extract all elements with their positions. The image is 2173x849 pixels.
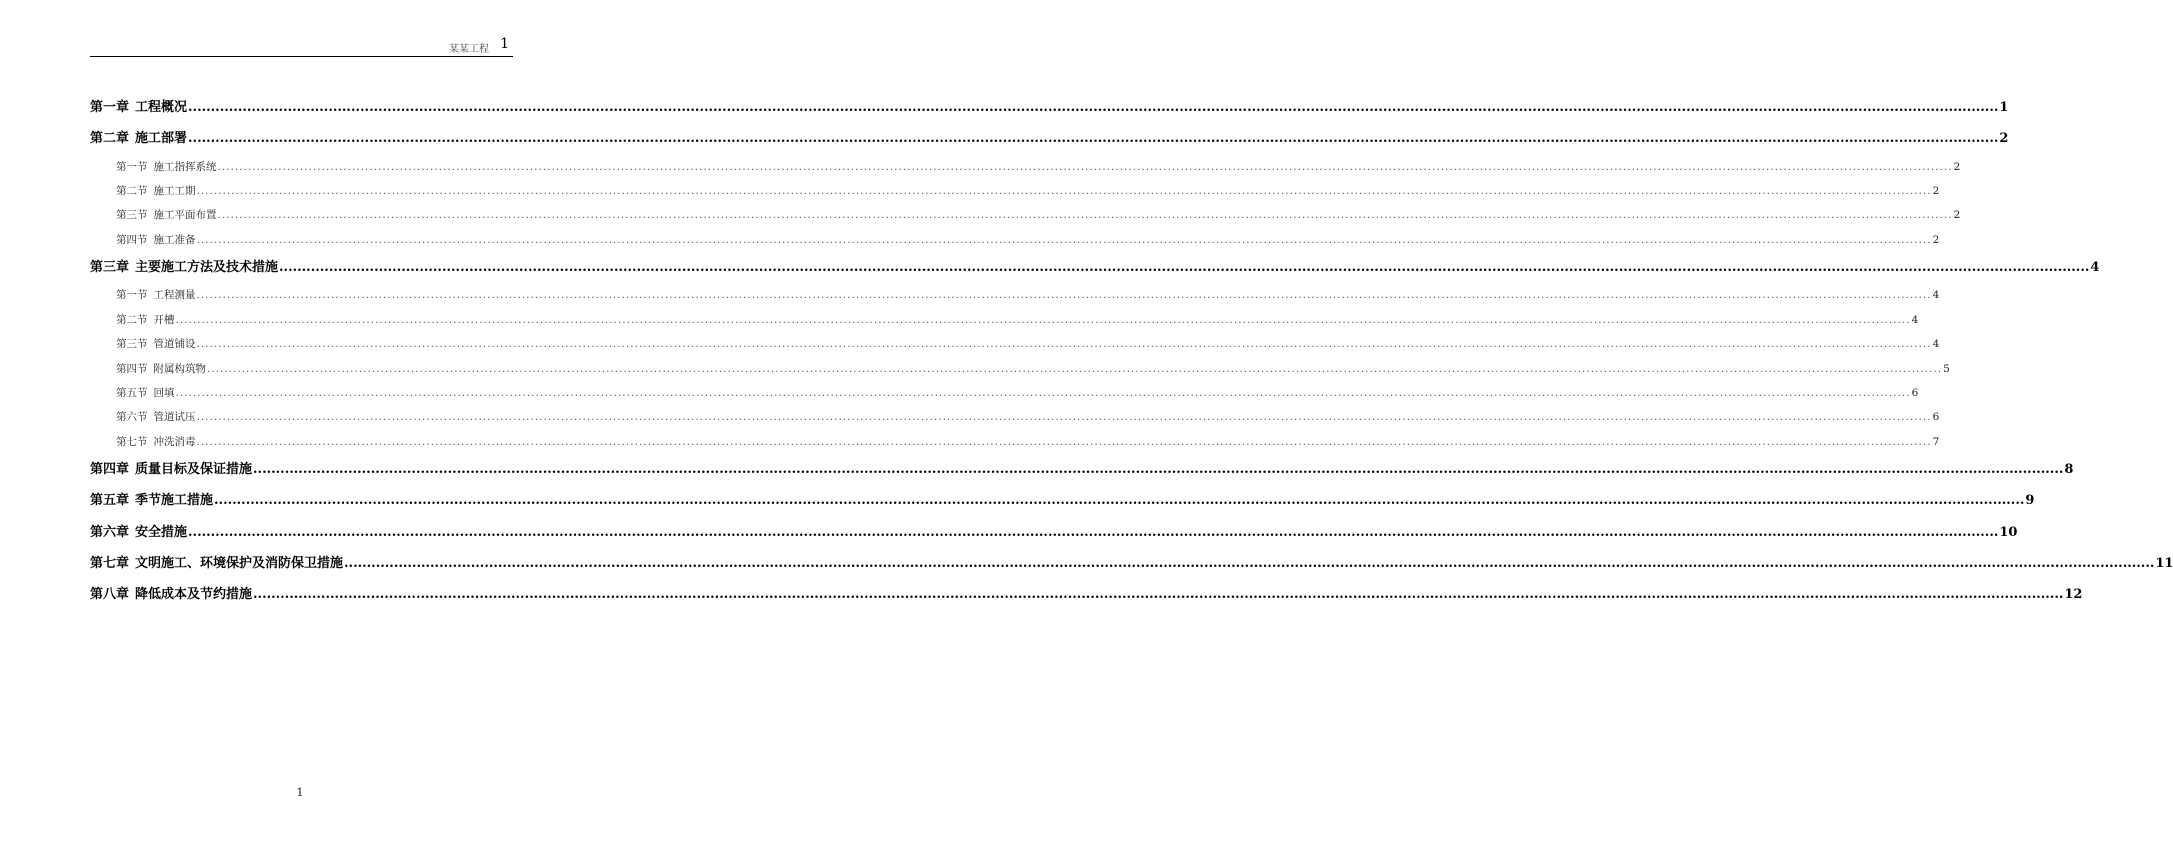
toc-page-number: 11 [2155, 556, 2173, 572]
toc-section-entry[interactable] [90, 179, 1940, 203]
toc-entry-label [90, 454, 252, 485]
footer-page-number: 1 [296, 786, 304, 799]
toc-page-number: 8 [2064, 462, 2074, 478]
toc-entry-title: 施工平面布置 [153, 209, 217, 222]
toc-entry-title: 施工工期 [153, 184, 196, 197]
toc-page-number: 2 [1953, 160, 1961, 173]
toc-entry-number: 第二节 [116, 184, 148, 197]
toc-page-number: 2 [1932, 184, 1940, 197]
toc-entry-number: 第四节 [116, 362, 148, 375]
toc-chapter-entry[interactable] [90, 454, 2074, 485]
toc-dot-leader: ................................................................................................................................................................................................................................................................................................................................................................................................................ [253, 462, 2064, 478]
toc-entry-label [90, 92, 187, 123]
toc-entry-label [116, 155, 217, 179]
toc-entry-title: 工程测量 [153, 289, 196, 302]
toc-entry-number: 第六节 [116, 411, 148, 424]
table-of-contents [90, 92, 2173, 611]
toc-entry-title: 冲洗消毒 [153, 435, 196, 448]
toc-chapter-entry[interactable] [90, 123, 2009, 154]
toc-page-number: 9 [2025, 493, 2035, 509]
toc-page-number: 5 [1943, 362, 1950, 375]
toc-page-number: 1 [1999, 100, 2009, 115]
toc-entry-label [116, 430, 196, 454]
toc-page-number: 10 [1999, 524, 2018, 540]
toc-section-entry[interactable] [90, 283, 1940, 307]
toc-dot-leader: ................................................................................................................................................................................................................................................................................................................................................................................................................ [196, 411, 1932, 424]
header-page-number: 1 [500, 36, 509, 52]
toc-entry-label [116, 283, 196, 307]
toc-entry-title: 管道试压 [153, 411, 196, 424]
header-title: 某某工程 [449, 44, 489, 55]
toc-chapter-entry[interactable] [90, 548, 2173, 579]
toc-entry-title: 文明施工、环境保护及消防保卫措施 [135, 556, 344, 572]
toc-page-number: 2 [1953, 209, 1961, 222]
toc-entry-label [116, 357, 206, 381]
toc-entry-title: 施工部署 [135, 131, 188, 147]
toc-entry-number: 第四章 [90, 462, 130, 478]
toc-entry-label [116, 308, 175, 332]
toc-dot-leader: ................................................................................................................................................................................................................................................................................................................................................................................................................ [188, 524, 1999, 540]
toc-dot-leader: ................................................................................................................................................................................................................................................................................................................................................................................................................ [217, 209, 1953, 222]
toc-dot-leader: ................................................................................................................................................................................................................................................................................................................................................................................................................ [214, 493, 2025, 509]
toc-dot-leader: ................................................................................................................................................................................................................................................................................................................................................................................................................ [175, 313, 1911, 326]
toc-dot-leader: ................................................................................................................................................................................................................................................................................................................................................................................................................ [196, 184, 1932, 197]
toc-section-entry[interactable] [90, 405, 1940, 429]
toc-page-number: 2 [1999, 131, 2009, 147]
toc-entry-number: 第五章 [90, 493, 130, 509]
toc-entry-title: 质量目标及保证措施 [135, 462, 253, 478]
toc-entry-title: 安全措施 [135, 524, 188, 540]
toc-entry-number: 第一章 [90, 100, 130, 115]
toc-entry-label [90, 579, 252, 610]
toc-page-number: 7 [1932, 435, 1940, 448]
toc-page-number: 6 [1911, 387, 1919, 400]
toc-dot-leader: ................................................................................................................................................................................................................................................................................................................................................................................................................ [188, 131, 1999, 147]
toc-entry-title: 降低成本及节约措施 [135, 587, 253, 603]
toc-dot-leader: ................................................................................................................................................................................................................................................................................................................................................................................................................ [253, 587, 2064, 603]
toc-entry-title: 工程概况 [135, 100, 188, 115]
toc-entry-label [116, 381, 175, 405]
toc-chapter-entry[interactable] [90, 92, 2009, 123]
toc-section-entry[interactable] [90, 381, 1919, 405]
toc-dot-leader: ................................................................................................................................................................................................................................................................................................................................................................................................................ [217, 160, 1953, 173]
toc-section-entry[interactable] [90, 203, 1961, 227]
toc-entry-number: 第一节 [116, 289, 148, 302]
toc-entry-label [90, 517, 187, 548]
toc-entry-number: 第八章 [90, 587, 130, 603]
toc-dot-leader: ................................................................................................................................................................................................................................................................................................................................................................................................................ [188, 100, 1999, 115]
toc-entry-number: 第七章 [90, 556, 130, 572]
toc-entry-title: 施工指挥系统 [153, 160, 217, 173]
toc-entry-title: 主要施工方法及技术措施 [135, 260, 279, 276]
toc-dot-leader: ................................................................................................................................................................................................................................................................................................................................................................................................................ [279, 260, 2090, 276]
toc-page-number: 2 [1932, 233, 1940, 246]
toc-page-number: 4 [1911, 313, 1919, 326]
toc-entry-number: 第一节 [116, 160, 148, 173]
toc-section-entry[interactable] [90, 155, 1961, 179]
toc-section-entry[interactable] [90, 228, 1940, 252]
toc-entry-title: 开槽 [153, 313, 175, 326]
toc-entry-number: 第六章 [90, 524, 130, 540]
toc-dot-leader: ................................................................................................................................................................................................................................................................................................................................................................................................................ [344, 556, 2155, 572]
toc-chapter-entry[interactable] [90, 579, 2083, 610]
toc-entry-number: 第二章 [90, 131, 130, 147]
toc-section-entry[interactable] [90, 430, 1940, 454]
toc-section-entry[interactable] [90, 357, 1950, 381]
toc-entry-title: 附属构筑物 [153, 362, 206, 375]
toc-entry-number: 第五节 [116, 387, 148, 400]
toc-entry-label [116, 405, 196, 429]
toc-entry-label [116, 203, 217, 227]
toc-entry-title: 施工准备 [153, 233, 196, 246]
toc-dot-leader: ................................................................................................................................................................................................................................................................................................................................................................................................................ [175, 387, 1911, 400]
toc-entry-label [90, 485, 213, 516]
page-header [90, 38, 513, 57]
toc-entry-number: 第三节 [116, 209, 148, 222]
toc-page-number: 4 [1932, 338, 1940, 351]
toc-chapter-entry[interactable] [90, 517, 2018, 548]
toc-entry-number: 第三章 [90, 260, 130, 276]
toc-entry-number: 第七节 [116, 435, 148, 448]
toc-page-number: 12 [2064, 587, 2083, 603]
toc-entry-title: 季节施工措施 [135, 493, 214, 509]
toc-entry-label [90, 252, 278, 283]
toc-dot-leader: ................................................................................................................................................................................................................................................................................................................................................................................................................ [196, 289, 1932, 302]
toc-section-entry[interactable] [90, 308, 1919, 332]
toc-page-number: 4 [1932, 289, 1940, 302]
toc-chapter-entry[interactable] [90, 252, 2100, 283]
toc-dot-leader: ................................................................................................................................................................................................................................................................................................................................................................................................................ [196, 233, 1932, 246]
toc-entry-title: 管道铺设 [153, 338, 196, 351]
toc-entry-label [90, 123, 187, 154]
toc-entry-number: 第二节 [116, 313, 148, 326]
toc-entry-label [116, 228, 196, 252]
toc-entry-number: 第四节 [116, 233, 148, 246]
toc-page-number: 4 [2090, 260, 2100, 276]
toc-entry-label [90, 548, 343, 579]
toc-chapter-entry[interactable] [90, 485, 2035, 516]
toc-entry-label [116, 332, 196, 356]
toc-entry-title: 回填 [153, 387, 175, 400]
toc-section-entry[interactable] [90, 332, 1940, 356]
toc-dot-leader: ................................................................................................................................................................................................................................................................................................................................................................................................................ [196, 435, 1932, 448]
toc-entry-label [116, 179, 196, 203]
toc-dot-leader: ................................................................................................................................................................................................................................................................................................................................................................................................................ [196, 338, 1932, 351]
toc-page-number: 6 [1932, 411, 1940, 424]
toc-dot-leader: ................................................................................................................................................................................................................................................................................................................................................................................................................ [207, 362, 1943, 375]
toc-entry-number: 第三节 [116, 338, 148, 351]
